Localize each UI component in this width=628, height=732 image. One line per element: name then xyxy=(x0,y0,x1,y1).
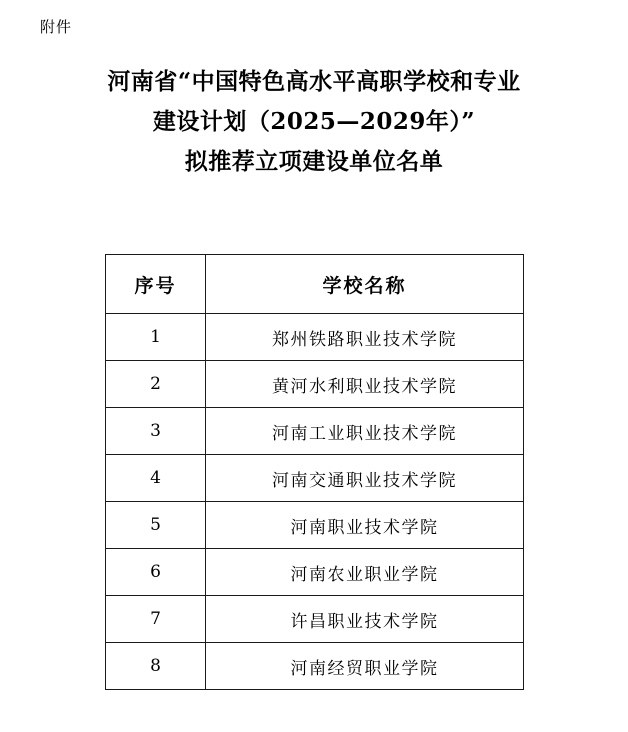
table-row xyxy=(106,361,524,408)
cell-school-name: 许昌职业技术学院 xyxy=(206,596,524,643)
cell-school-name: 河南职业技术学院 xyxy=(206,502,524,549)
cell-index: 2 xyxy=(106,361,206,408)
column-header-school-name: 学校名称 xyxy=(206,255,524,314)
attachment-label: 附件 xyxy=(40,18,73,36)
page-title-line-1: 河南省“中国特色高水平高职学校和专业 xyxy=(107,68,521,95)
cell-school-name: 河南农业职业学院 xyxy=(206,549,524,596)
table-body xyxy=(106,314,524,690)
cell-index: 4 xyxy=(106,455,206,502)
cell-index: 8 xyxy=(106,643,206,690)
table-row xyxy=(106,502,524,549)
page-title-line-2: 建设计划（2025—2029年）” xyxy=(152,108,476,135)
cell-school-name: 黄河水利职业技术学院 xyxy=(206,361,524,408)
table-row xyxy=(106,455,524,502)
table-row xyxy=(106,596,524,643)
table-row xyxy=(106,408,524,455)
column-header-index: 序号 xyxy=(106,255,206,314)
cell-index: 5 xyxy=(106,502,206,549)
school-list-table xyxy=(105,254,524,690)
cell-index: 6 xyxy=(106,549,206,596)
page-title-line-3: 拟推荐立项建设单位名单 xyxy=(184,148,444,175)
cell-school-name: 郑州铁路职业技术学院 xyxy=(206,314,524,361)
table-row xyxy=(106,643,524,690)
page-title xyxy=(0,62,628,182)
cell-index: 1 xyxy=(106,314,206,361)
table-header xyxy=(106,255,524,314)
cell-index: 3 xyxy=(106,408,206,455)
school-list-table-wrapper xyxy=(105,254,523,690)
table-header-row xyxy=(106,255,524,314)
cell-school-name: 河南工业职业技术学院 xyxy=(206,408,524,455)
cell-school-name: 河南交通职业技术学院 xyxy=(206,455,524,502)
cell-school-name: 河南经贸职业学院 xyxy=(206,643,524,690)
cell-index: 7 xyxy=(106,596,206,643)
table-row xyxy=(106,549,524,596)
table-row xyxy=(106,314,524,361)
